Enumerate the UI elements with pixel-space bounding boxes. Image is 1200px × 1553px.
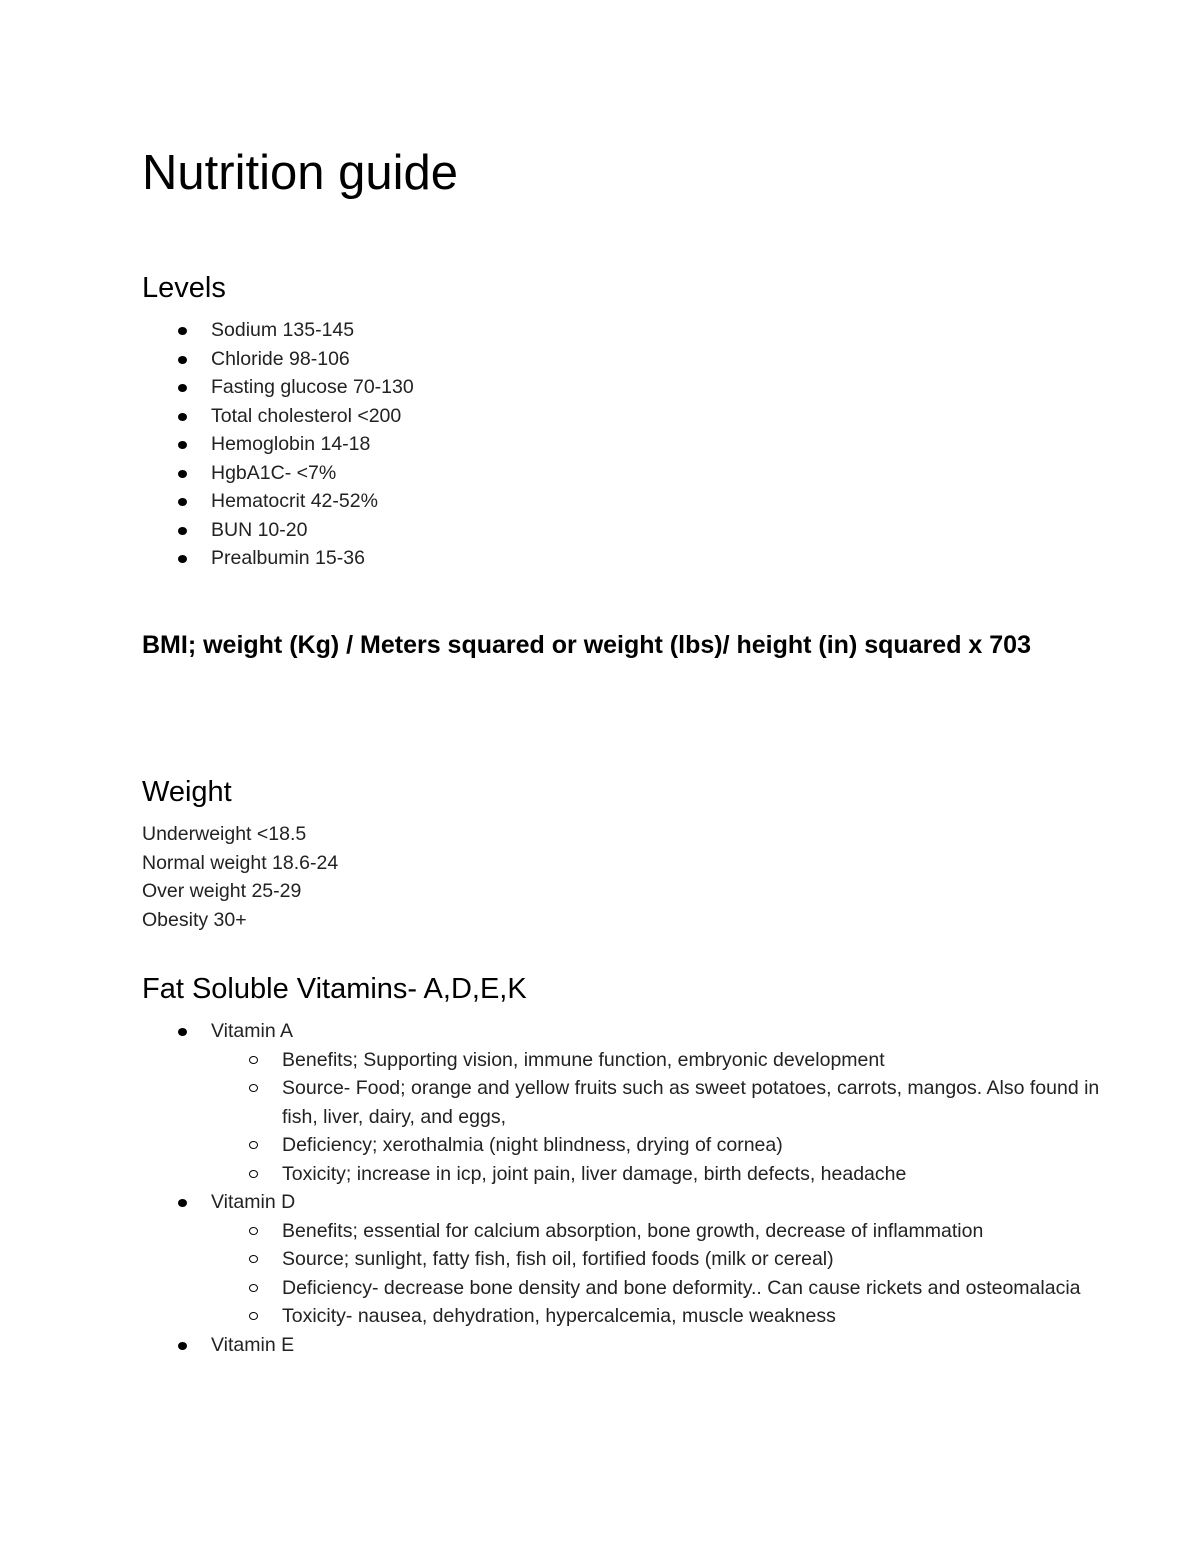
list-item <box>211 1131 1132 1160</box>
bullet-icon <box>178 1199 187 1207</box>
level-item-label: Chloride 98-106 <box>211 347 350 370</box>
hollow-bullet-icon <box>249 1084 258 1092</box>
list-item <box>211 1245 1132 1274</box>
bullet-icon <box>178 413 187 421</box>
bullet-icon <box>178 555 187 563</box>
list-item <box>211 1302 1132 1331</box>
weight-category: Over weight 25-29 <box>142 880 302 902</box>
bullet-icon <box>178 441 187 449</box>
levels-list <box>142 316 414 573</box>
hollow-bullet-icon <box>249 1056 258 1064</box>
hollow-bullet-icon <box>249 1255 258 1263</box>
list-item <box>211 1074 1132 1131</box>
list-item <box>211 1274 1132 1303</box>
bullet-icon <box>178 1342 187 1350</box>
bullet-icon <box>178 470 187 478</box>
list-item <box>142 373 414 402</box>
vitamin-detail: Source- Food; orange and yellow fruits such as sweet potatoes, carrots, mangos. Also found in fish, liver, dairy, and eggs, <box>282 1077 1100 1128</box>
level-item-label: Hemoglobin 14-18 <box>211 433 371 455</box>
level-item-label: Total cholesterol <200 <box>211 404 402 427</box>
vitamin-detail: Benefits; Supporting vision, immune function, embryonic development <box>282 1048 885 1071</box>
level-item-label: HgbA1C- <7% <box>211 461 337 484</box>
level-item-label: Sodium 135-145 <box>211 319 355 341</box>
level-item-label: BUN 10-20 <box>211 518 308 541</box>
list-item <box>142 316 414 345</box>
bullet-icon <box>178 498 187 506</box>
list-item <box>142 544 414 573</box>
weight-category: Normal weight 18.6-24 <box>142 851 339 874</box>
hollow-bullet-icon <box>249 1227 258 1235</box>
vitamin-name: Vitamin A <box>211 1020 294 1042</box>
level-item-label: Hematocrit 42-52% <box>211 490 378 512</box>
vitamin-name: Vitamin E <box>211 1333 295 1356</box>
vitamin-detail: Source; sunlight, fatty fish, fish oil, fortified foods (milk or cereal) <box>282 1248 834 1270</box>
hollow-bullet-icon <box>249 1141 258 1149</box>
list-item <box>211 1160 1132 1189</box>
weight-categories <box>142 820 338 934</box>
vitamin-detail: Benefits; essential for calcium absorption, bone growth, decrease of inflammation <box>282 1219 984 1242</box>
list-item <box>142 1188 1132 1331</box>
bullet-icon <box>178 356 187 364</box>
vitamin-detail: Deficiency- decrease bone density and bone deformity.. Can cause rickets and osteomalacia <box>282 1276 1081 1299</box>
vitamin-details <box>211 1217 1132 1331</box>
bullet-icon <box>178 384 187 392</box>
levels-heading: Levels <box>142 272 226 304</box>
list-item <box>142 430 414 459</box>
vitamin-detail: Toxicity- nausea, dehydration, hypercalcemia, muscle weakness <box>282 1305 836 1327</box>
level-item-label: Prealbumin 15-36 <box>211 547 365 569</box>
level-item-label: Fasting glucose 70-130 <box>211 376 414 398</box>
list-item <box>142 516 414 545</box>
hollow-bullet-icon <box>249 1170 258 1178</box>
vitamin-details <box>211 1046 1132 1189</box>
vitamin-detail: Toxicity; increase in icp, joint pain, liver damage, birth defects, headache <box>282 1162 907 1185</box>
vitamin-name: Vitamin D <box>211 1191 296 1213</box>
list-item <box>142 1017 1132 1188</box>
bullet-icon <box>178 527 187 535</box>
list-item <box>211 1046 1132 1075</box>
list-item <box>142 459 414 488</box>
list-item <box>142 487 414 516</box>
vitamin-detail: Deficiency; xerothalmia (night blindness, drying of cornea) <box>282 1134 783 1156</box>
list-item <box>142 1331 1132 1360</box>
bmi-formula: BMI; weight (Kg) / Meters squared or weight (lbs)/ height (in) squared x 703 <box>142 631 1031 659</box>
vitamins-list <box>142 1017 1132 1359</box>
vitamins-heading: Fat Soluble Vitamins- A,D,E,K <box>142 973 527 1005</box>
hollow-bullet-icon <box>249 1312 258 1320</box>
weight-category: Underweight <18.5 <box>142 823 307 845</box>
list-item <box>211 1217 1132 1246</box>
hollow-bullet-icon <box>249 1284 258 1292</box>
bullet-icon <box>178 1028 187 1036</box>
weight-category: Obesity 30+ <box>142 908 247 931</box>
list-item <box>142 345 414 374</box>
weight-heading: Weight <box>142 776 232 808</box>
list-item <box>142 402 414 431</box>
page-title: Nutrition guide <box>142 146 458 200</box>
bullet-icon <box>178 327 187 335</box>
